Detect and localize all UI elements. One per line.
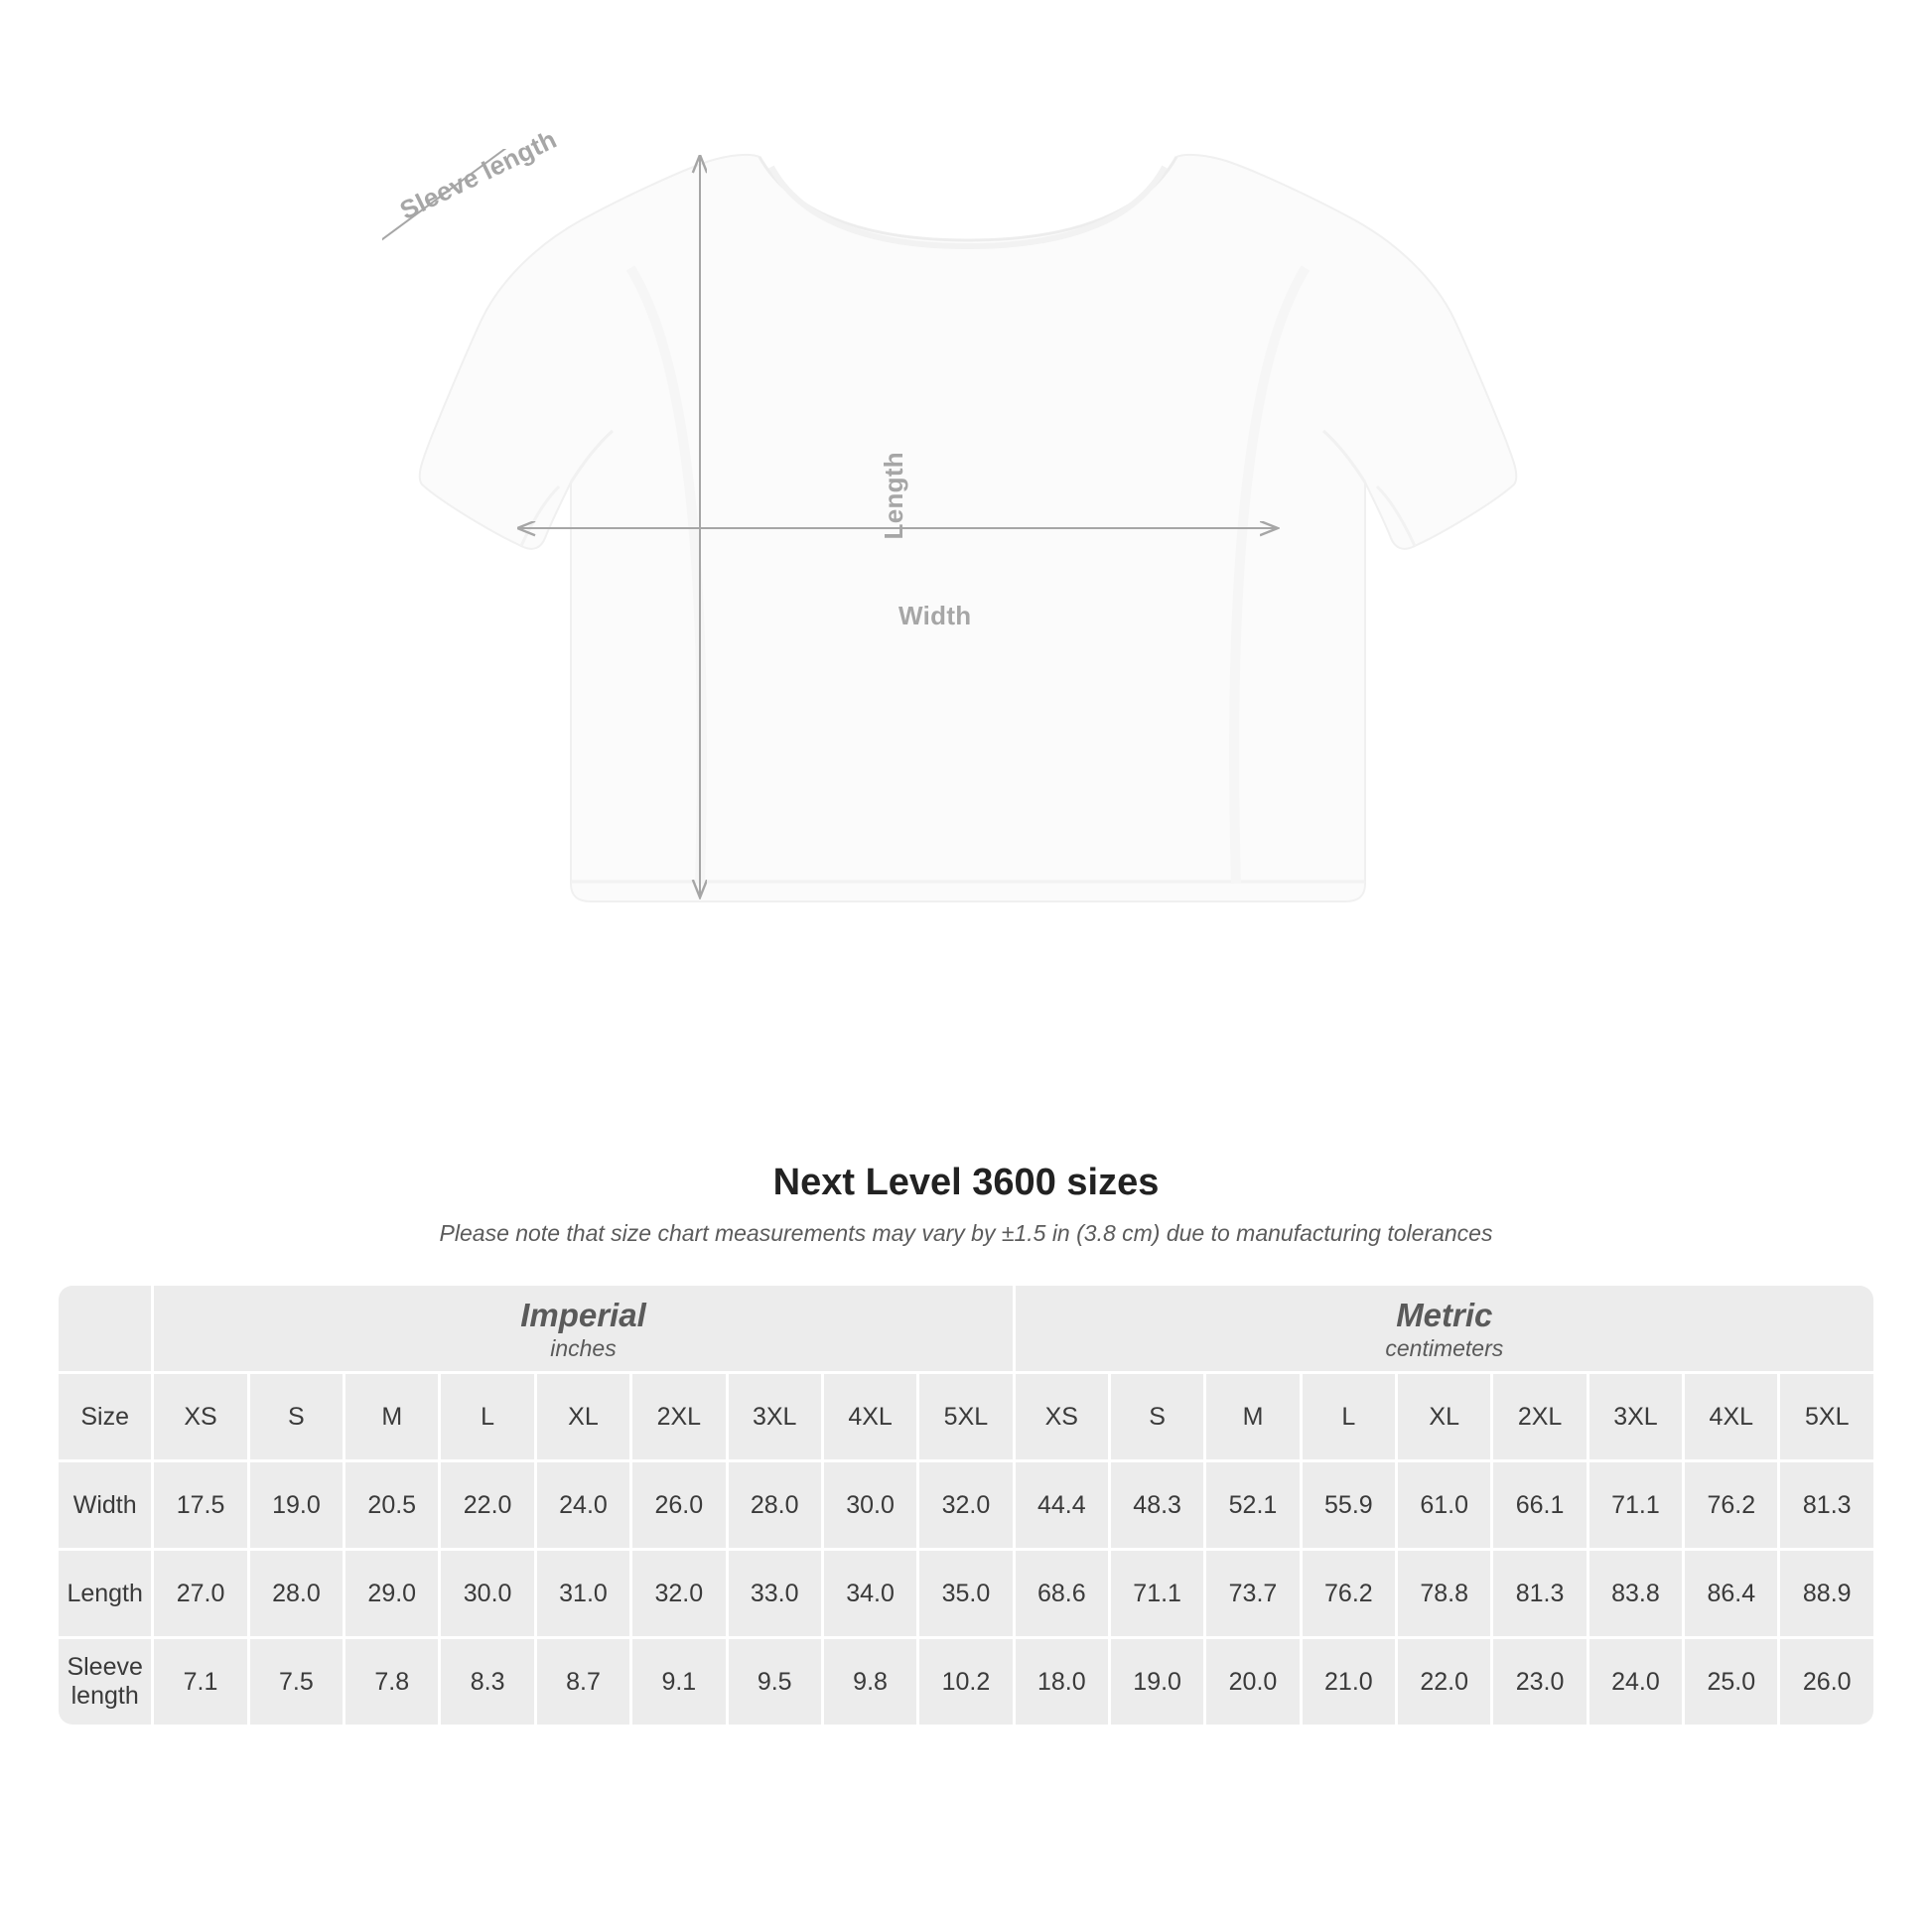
size-header-imperial-l: L bbox=[441, 1374, 533, 1459]
sleeve-imperial-xs: 7.1 bbox=[154, 1639, 246, 1725]
length-metric-xs: 68.6 bbox=[1016, 1551, 1108, 1636]
size-header-imperial-5xl: 5XL bbox=[919, 1374, 1012, 1459]
sleeve-imperial-3xl: 9.5 bbox=[729, 1639, 821, 1725]
unit-name-metric: Metric bbox=[1396, 1296, 1493, 1333]
width-imperial-xl: 24.0 bbox=[537, 1462, 629, 1548]
sleeve-imperial-2xl: 9.1 bbox=[632, 1639, 725, 1725]
size-header-metric-3xl: 3XL bbox=[1589, 1374, 1682, 1459]
sleeve-metric-m: 20.0 bbox=[1206, 1639, 1299, 1725]
unit-sub-metric: centimeters bbox=[1385, 1335, 1504, 1362]
length-imperial-xl: 31.0 bbox=[537, 1551, 629, 1636]
row-label-width: Width bbox=[59, 1462, 151, 1548]
width-imperial-4xl: 30.0 bbox=[824, 1462, 916, 1548]
sleeve-imperial-4xl: 9.8 bbox=[824, 1639, 916, 1725]
size-header-metric-xs: XS bbox=[1016, 1374, 1108, 1459]
title-block bbox=[0, 1162, 1932, 1247]
length-metric-l: 76.2 bbox=[1303, 1551, 1395, 1636]
page-title: Next Level 3600 sizes bbox=[772, 1162, 1160, 1203]
row-label-sleeve-length: Sleeve length bbox=[59, 1639, 151, 1725]
sleeve-metric-xl: 22.0 bbox=[1398, 1639, 1490, 1725]
table-unit-header-row bbox=[59, 1286, 1873, 1371]
size-header-metric-4xl: 4XL bbox=[1685, 1374, 1777, 1459]
length-imperial-5xl: 35.0 bbox=[919, 1551, 1012, 1636]
length-metric-m: 73.7 bbox=[1206, 1551, 1299, 1636]
width-imperial-5xl: 32.0 bbox=[919, 1462, 1012, 1548]
unit-name-imperial: Imperial bbox=[520, 1296, 646, 1333]
length-metric-4xl: 86.4 bbox=[1685, 1551, 1777, 1636]
length-imperial-s: 28.0 bbox=[250, 1551, 343, 1636]
size-header-metric-m: M bbox=[1206, 1374, 1299, 1459]
sleeve-imperial-l: 8.3 bbox=[441, 1639, 533, 1725]
unit-sub-imperial: inches bbox=[550, 1335, 617, 1362]
sleeve-metric-5xl: 26.0 bbox=[1780, 1639, 1873, 1725]
size-header-imperial-4xl: 4XL bbox=[824, 1374, 916, 1459]
length-metric-s: 71.1 bbox=[1111, 1551, 1203, 1636]
sleeve-metric-2xl: 23.0 bbox=[1493, 1639, 1586, 1725]
width-imperial-xs: 17.5 bbox=[154, 1462, 246, 1548]
size-header-metric-s: S bbox=[1111, 1374, 1203, 1459]
sleeve-imperial-xl: 8.7 bbox=[537, 1639, 629, 1725]
width-metric-4xl: 76.2 bbox=[1685, 1462, 1777, 1548]
width-metric-5xl: 81.3 bbox=[1780, 1462, 1873, 1548]
size-header-metric-xl: XL bbox=[1398, 1374, 1490, 1459]
size-header-imperial-3xl: 3XL bbox=[729, 1374, 821, 1459]
size-header-imperial-m: M bbox=[345, 1374, 438, 1459]
length-imperial-m: 29.0 bbox=[345, 1551, 438, 1636]
table-size-header-row bbox=[59, 1374, 1873, 1459]
length-metric-xl: 78.8 bbox=[1398, 1551, 1490, 1636]
tolerance-note: Please note that size chart measurements may vary by ±1.5 in (3.8 cm) due to manufacturing tolerances bbox=[439, 1220, 1493, 1246]
size-label: Size bbox=[59, 1374, 151, 1459]
sleeve-length-label: Sleeve length bbox=[395, 123, 562, 225]
size-header-metric-5xl: 5XL bbox=[1780, 1374, 1873, 1459]
length-imperial-l: 30.0 bbox=[441, 1551, 533, 1636]
sleeve-metric-3xl: 24.0 bbox=[1589, 1639, 1682, 1725]
width-metric-xs: 44.4 bbox=[1016, 1462, 1108, 1548]
width-imperial-2xl: 26.0 bbox=[632, 1462, 725, 1548]
width-imperial-l: 22.0 bbox=[441, 1462, 533, 1548]
length-metric-5xl: 88.9 bbox=[1780, 1551, 1873, 1636]
unit-header-imperial bbox=[154, 1286, 1012, 1371]
length-imperial-3xl: 33.0 bbox=[729, 1551, 821, 1636]
sleeve-imperial-5xl: 10.2 bbox=[919, 1639, 1012, 1725]
sleeve-imperial-m: 7.8 bbox=[345, 1639, 438, 1725]
table-row bbox=[59, 1639, 1873, 1725]
width-imperial-3xl: 28.0 bbox=[729, 1462, 821, 1548]
width-metric-xl: 61.0 bbox=[1398, 1462, 1490, 1548]
length-imperial-2xl: 32.0 bbox=[632, 1551, 725, 1636]
sleeve-metric-xs: 18.0 bbox=[1016, 1639, 1108, 1725]
length-metric-3xl: 83.8 bbox=[1589, 1551, 1682, 1636]
width-metric-m: 52.1 bbox=[1206, 1462, 1299, 1548]
sleeve-metric-s: 19.0 bbox=[1111, 1639, 1203, 1725]
row-label-length: Length bbox=[59, 1551, 151, 1636]
size-chart-table bbox=[56, 1283, 1876, 1727]
size-header-imperial-s: S bbox=[250, 1374, 343, 1459]
table-row bbox=[59, 1551, 1873, 1636]
sleeve-metric-4xl: 25.0 bbox=[1685, 1639, 1777, 1725]
size-header-metric-2xl: 2XL bbox=[1493, 1374, 1586, 1459]
length-imperial-xs: 27.0 bbox=[154, 1551, 246, 1636]
sleeve-metric-l: 21.0 bbox=[1303, 1639, 1395, 1725]
corner-cell bbox=[59, 1286, 151, 1371]
width-metric-2xl: 66.1 bbox=[1493, 1462, 1586, 1548]
width-imperial-m: 20.5 bbox=[345, 1462, 438, 1548]
size-header-imperial-xs: XS bbox=[154, 1374, 246, 1459]
width-metric-s: 48.3 bbox=[1111, 1462, 1203, 1548]
length-label: Length bbox=[879, 452, 908, 540]
width-metric-3xl: 71.1 bbox=[1589, 1462, 1682, 1548]
width-imperial-s: 19.0 bbox=[250, 1462, 343, 1548]
unit-header-metric bbox=[1016, 1286, 1873, 1371]
width-label: Width bbox=[898, 601, 972, 630]
table-row bbox=[59, 1462, 1873, 1548]
length-metric-2xl: 81.3 bbox=[1493, 1551, 1586, 1636]
size-header-imperial-xl: XL bbox=[537, 1374, 629, 1459]
length-imperial-4xl: 34.0 bbox=[824, 1551, 916, 1636]
size-header-metric-l: L bbox=[1303, 1374, 1395, 1459]
sleeve-imperial-s: 7.5 bbox=[250, 1639, 343, 1725]
size-header-imperial-2xl: 2XL bbox=[632, 1374, 725, 1459]
width-metric-l: 55.9 bbox=[1303, 1462, 1395, 1548]
